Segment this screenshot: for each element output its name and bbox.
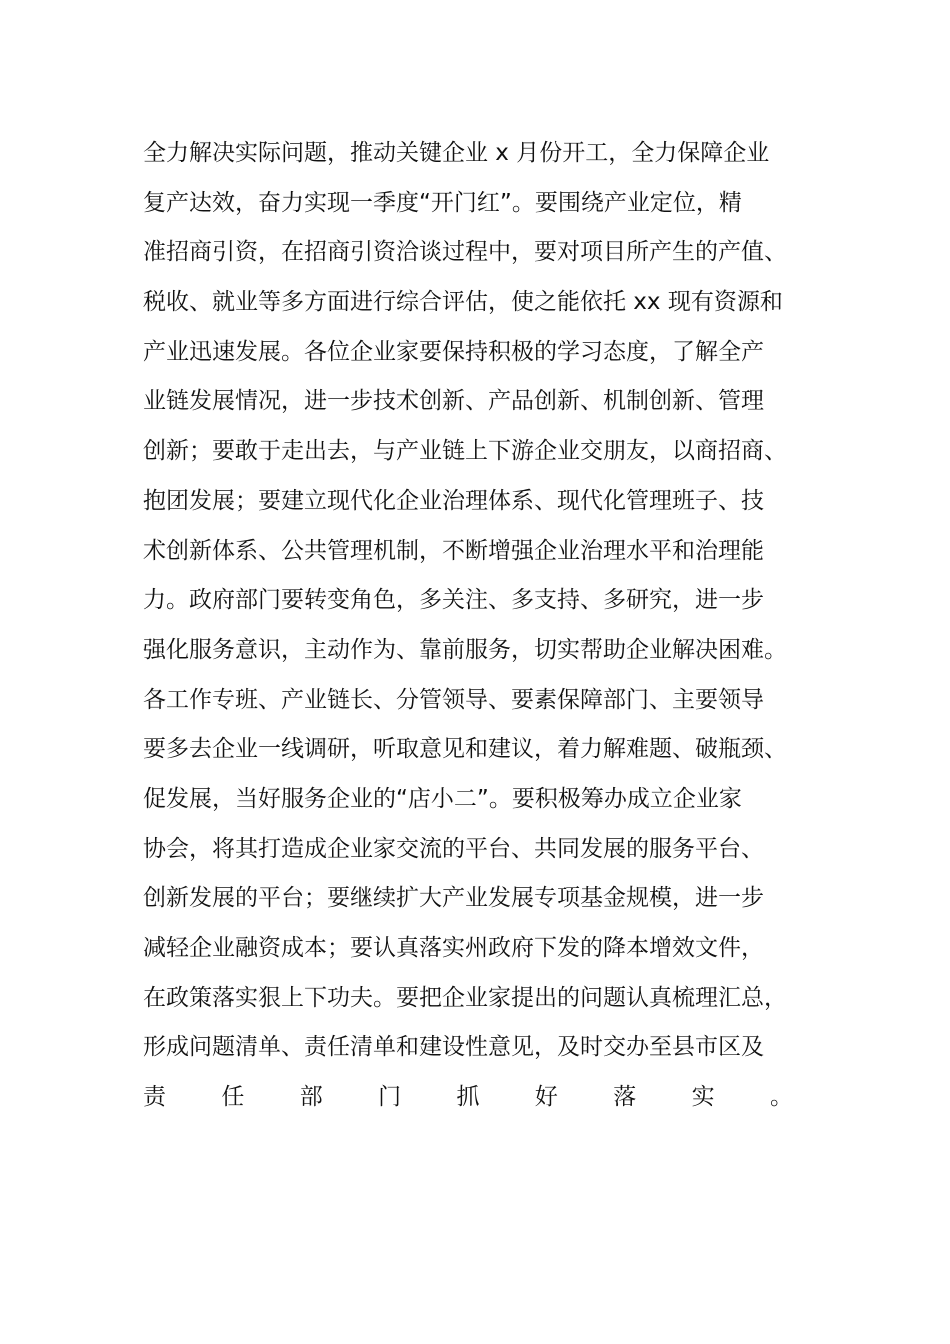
text-line: 创新发展的平台；要继续扩大产业发展专项基金规模，进一步 — [143, 885, 764, 912]
body-paragraph — [143, 129, 833, 1123]
text-line: 强化服务意识，主动作为、靠前服务，切实帮助企业解决困难。 — [143, 636, 787, 663]
text-line: 协会，将其打造成企业家交流的平台、共同发展的服务平台、 — [143, 835, 764, 862]
text-line: 促发展，当好服务企业的“店小二”。要积极筹办成立企业家 — [143, 785, 742, 812]
justified-char: 抓 — [456, 1084, 480, 1111]
text-line: 准招商引资，在招商引资洽谈过程中，要对项目所产生的产值、 — [143, 239, 787, 266]
justified-char: 好 — [534, 1084, 558, 1111]
text-line: 业链发展情况，进一步技术创新、产品创新、机制创新、管理 — [143, 388, 764, 415]
text-line: 全力解决实际问题，推动关键企业 x 月份开工，全力保障企业 — [143, 140, 770, 166]
text-line: 复产达效，奋力实现一季度“开门红”。要围绕产业定位，精 — [143, 189, 742, 216]
text-line: 在政策落实狠上下功夫。要把企业家提出的问题认真梳理汇总， — [143, 984, 787, 1011]
last-text-line — [143, 1073, 793, 1123]
text-line: 减轻企业融资成本；要认真落实州政府下发的降本增效文件， — [143, 935, 764, 961]
text-line: 税收、就业等多方面进行综合评估，使之能依托 xx 现有资源和 — [143, 289, 783, 316]
justified-char: 实 — [691, 1084, 715, 1111]
justified-char: 责 — [143, 1084, 166, 1111]
justified-char: 门 — [378, 1084, 402, 1111]
justified-char: 部 — [299, 1084, 323, 1111]
text-line: 产业迅速发展。各位企业家要保持积极的学习态度，了解全产 — [143, 338, 764, 365]
justified-char: 任 — [221, 1084, 245, 1111]
text-line: 力。政府部门要转变角色，多关注、多支持、多研究，进一步 — [143, 587, 764, 614]
text-line: 创新；要敢于走出去，与产业链上下游企业交朋友，以商招商、 — [143, 438, 787, 465]
text-line: 形成问题清单、责任清单和建设性意见，及时交办至县市区及 — [143, 1034, 764, 1061]
text-line: 各工作专班、产业链长、分管领导、要素保障部门、主要领导 — [143, 686, 764, 713]
text-line: 术创新体系、公共管理机制，不断增强企业治理水平和治理能 — [143, 537, 764, 564]
text-line: 抱团发展；要建立现代化企业治理体系、现代化管理班子、技 — [143, 487, 764, 514]
text-line: 要多去企业一线调研，听取意见和建议，着力解难题、破瓶颈、 — [143, 736, 787, 763]
justified-char: 落 — [613, 1084, 637, 1111]
justified-char: 。 — [770, 1084, 793, 1111]
